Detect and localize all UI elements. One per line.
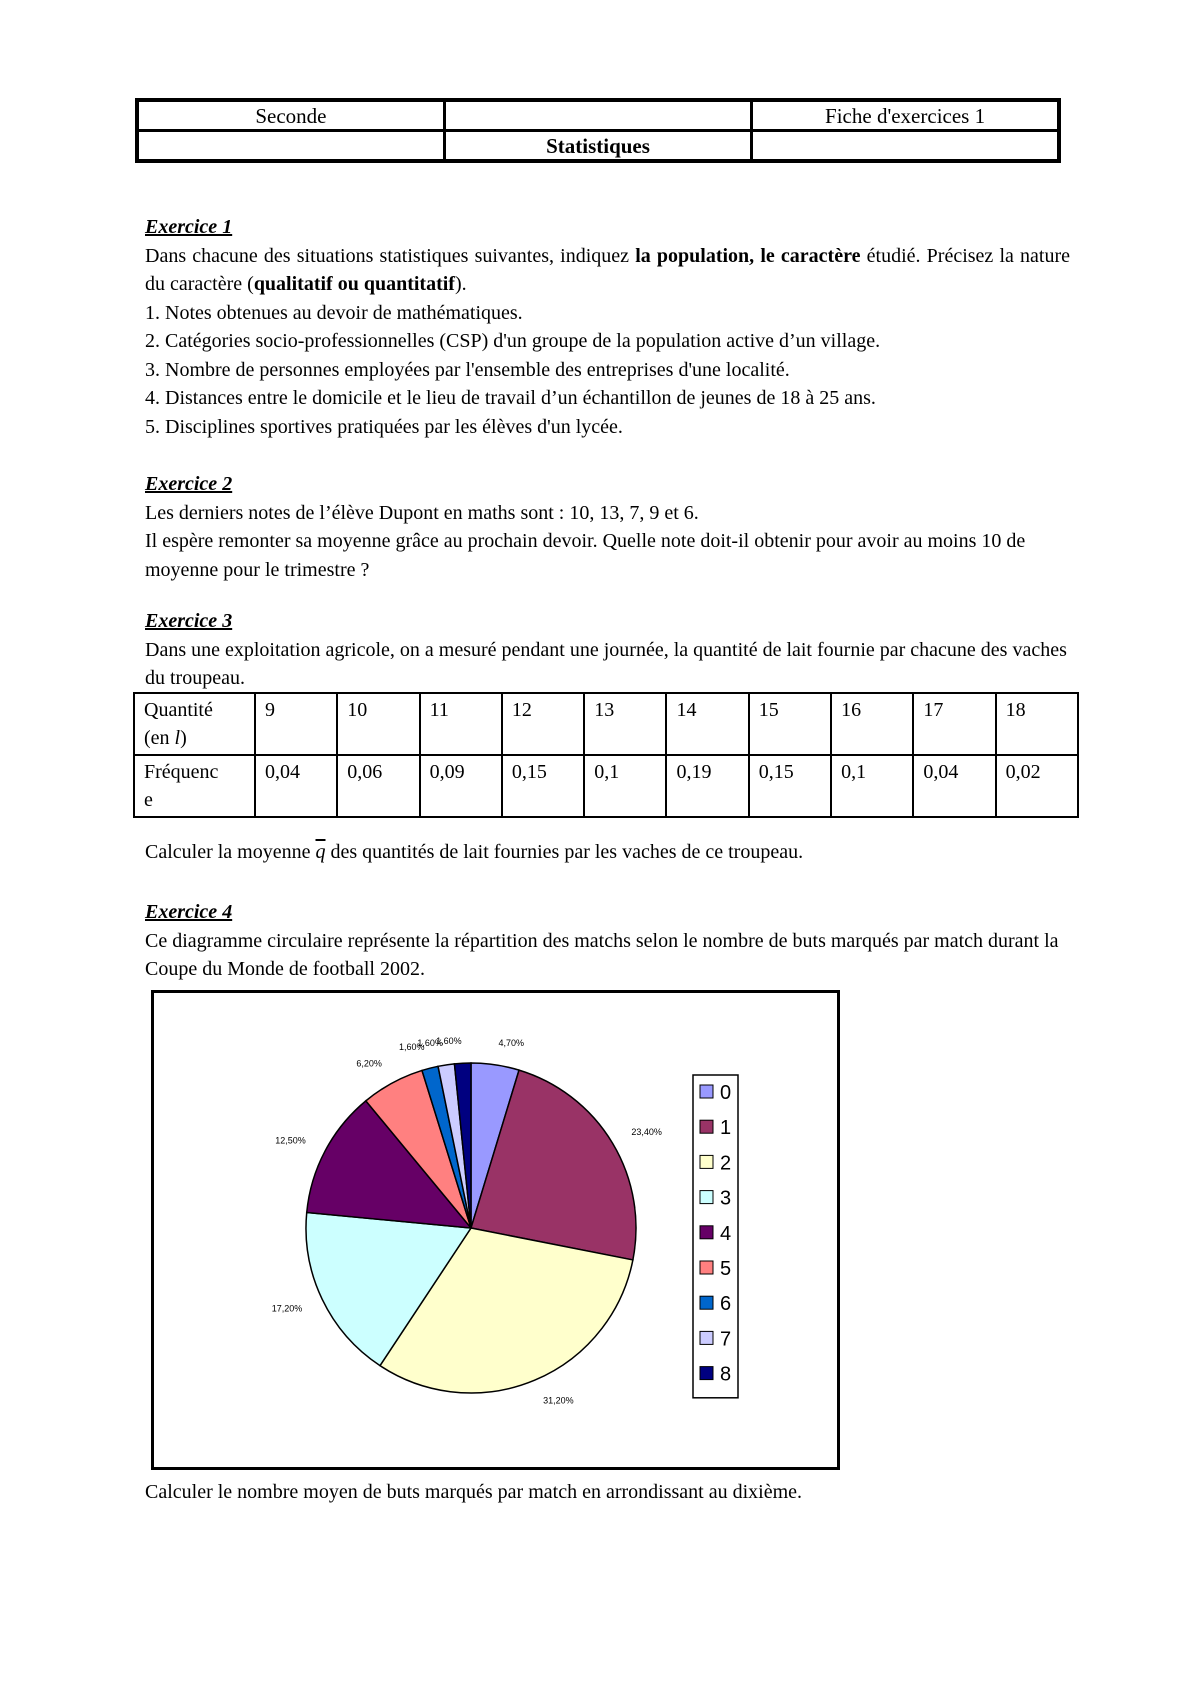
pie-label-0: 4,70% [498, 1038, 525, 1049]
question-text: des quantités de lait fournies par les vaches de ce troupeau. [325, 841, 804, 863]
pie-label-7: 1,60% [417, 1038, 443, 1049]
frequency-cell: 0,04 [255, 755, 337, 817]
intro-text: ). [454, 273, 467, 295]
quantity-cell: 11 [420, 693, 502, 755]
table-row [134, 755, 1078, 817]
intro-text: Dans chacune des situations statistiques suivantes, indiquez [145, 244, 636, 267]
intro-bold: qualitatif ou quantitatif [253, 273, 455, 295]
legend-swatch-3 [700, 1191, 713, 1204]
exercise-3-text: Dans une exploitation agricole, on a mesuré pendant une journée, la quantité de lait fournie par chacune des vaches du troupeau. [145, 638, 1067, 689]
milk-table [133, 692, 1079, 818]
pie-label-1: 23,40% [631, 1126, 662, 1137]
exercise-4-question [145, 1478, 1070, 1507]
legend-label-0: 0 [720, 1082, 732, 1104]
quantity-cell: 18 [996, 693, 1078, 755]
legend-label-1: 1 [720, 1117, 732, 1140]
frequency-cell: 0,19 [666, 755, 748, 817]
question-text: Calculer la moyenne [145, 841, 316, 863]
quantity-cell: 16 [831, 693, 913, 755]
row-label: e [144, 789, 153, 811]
header-empty-cell [752, 131, 1059, 162]
quantity-cell: 10 [337, 693, 419, 755]
exercise-3-title: Exercice 3 [145, 610, 233, 632]
pie-label-6: 1,60% [398, 1041, 425, 1052]
row-label: Quantité [144, 699, 213, 721]
exercise-1 [145, 213, 1070, 441]
row-label: (en [144, 727, 175, 749]
header-table [135, 98, 1061, 163]
quantity-cell: 15 [749, 693, 831, 755]
row-header-frequency [134, 755, 255, 817]
exercise-4-title: Exercice 4 [145, 901, 233, 923]
exercise-1-title: Exercice 1 [145, 216, 233, 238]
legend-swatch-4 [700, 1226, 713, 1239]
exercise-2-line: Les derniers notes de l’élève Dupont en maths sont : 10, 13, 7, 9 et 6. [145, 501, 699, 524]
row-header-quantity [134, 693, 255, 755]
frequency-cell: 0,06 [337, 755, 419, 817]
frequency-cell: 0,09 [420, 755, 502, 817]
pie-label-3: 17,20% [271, 1303, 303, 1314]
header-subject-cell: Statistiques [444, 131, 751, 162]
unit-label: l [174, 727, 181, 749]
frequency-cell: 0,15 [502, 755, 584, 817]
table-row [134, 693, 1078, 755]
header-empty-cell [137, 131, 444, 162]
exercise-2-line: Il espère remonter sa moyenne grâce au prochain devoir. Quelle note doit-il obtenir pour avoir au moins 10 de moyenne pour le trimestre ? [145, 530, 1026, 581]
mean-symbol: $\overline{q}$ [315, 841, 326, 863]
legend-label-7: 7 [720, 1328, 732, 1351]
pie-label-2: 31,20% [543, 1395, 574, 1406]
header-empty-cell [444, 100, 751, 131]
pie-chart [154, 993, 837, 1467]
exercise-3-question-text [145, 838, 1070, 867]
legend-label-6: 6 [720, 1293, 732, 1316]
exercise-4-question-text: Calculer le nombre moyen de buts marqués par match en arrondissant au dixième. [145, 1481, 803, 1503]
quantity-cell: 9 [255, 693, 337, 755]
frequency-cell: 0,15 [749, 755, 831, 817]
exercise-2-title: Exercice 2 [145, 473, 233, 495]
legend-swatch-0 [700, 1085, 713, 1098]
intro-text: étudié. Précisez la nature du caractère ( [145, 244, 1070, 295]
exercise-3 [145, 607, 1070, 693]
quantity-cell: 13 [584, 693, 666, 755]
quantity-cell: 17 [913, 693, 995, 755]
row-label: ) [180, 727, 187, 749]
legend-label-2: 2 [720, 1152, 732, 1175]
frequency-cell: 0,02 [996, 755, 1078, 817]
legend-swatch-8 [700, 1367, 713, 1380]
frequency-cell: 0,1 [831, 755, 913, 817]
pie-label-8: 1,60% [436, 1036, 462, 1047]
exercise-1-item: 2. Catégories socio-professionnelles (CSP) d'un groupe de la population active d’un village. [145, 330, 881, 352]
exercise-1-item: 1. Notes obtenues au devoir de mathématiques. [145, 301, 523, 324]
legend-swatch-5 [700, 1261, 713, 1274]
legend-swatch-7 [700, 1331, 713, 1344]
row-label: Fréquenc [144, 761, 219, 783]
frequency-cell: 0,1 [584, 755, 666, 817]
legend-swatch-2 [700, 1155, 713, 1168]
pie-chart-container [151, 990, 840, 1470]
exercise-1-item: 5. Disciplines sportives pratiquées par les élèves d'un lycée. [145, 415, 623, 438]
exercise-4 [145, 898, 1070, 984]
quantity-cell: 14 [666, 693, 748, 755]
pie-label-4: 12,50% [275, 1135, 306, 1146]
legend-label-4: 4 [720, 1222, 732, 1245]
exercise-4-text: Ce diagramme circulaire représente la répartition des matchs selon le nombre de buts marqués par match durant la Coupe du Monde de football 2002. [145, 929, 1059, 980]
legend-swatch-6 [700, 1296, 713, 1309]
header-sheet-cell: Fiche d'exercices 1 [752, 100, 1059, 131]
exercise-2 [145, 470, 1070, 584]
exercise-1-item: 4. Distances entre le domicile et le lieu de travail d’un échantillon de jeunes de 18 à 25 ans. [145, 387, 876, 409]
frequency-cell: 0,04 [913, 755, 995, 817]
pie-label-5: 6,20% [356, 1058, 382, 1069]
exercise-3-question [145, 838, 1070, 867]
exercise-1-item: 3. Nombre de personnes employées par l'ensemble des entreprises d'une localité. [145, 358, 790, 381]
legend-label-5: 5 [720, 1258, 732, 1280]
legend-swatch-1 [700, 1120, 713, 1133]
header-class-cell: Seconde [137, 100, 444, 131]
exercise-1-intro [145, 242, 1070, 299]
quantity-cell: 12 [502, 693, 584, 755]
legend-label-3: 3 [720, 1187, 732, 1210]
intro-bold: la population, le caractère [635, 244, 861, 267]
legend-label-8: 8 [720, 1363, 732, 1386]
